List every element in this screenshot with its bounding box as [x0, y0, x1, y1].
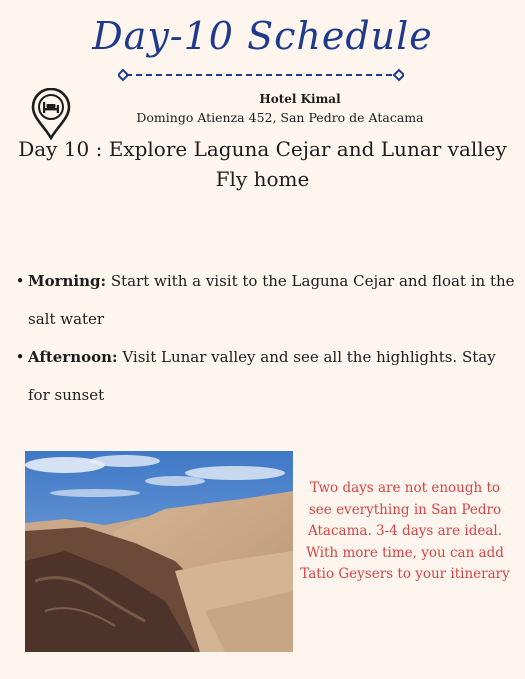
bullet-icon: •	[15, 348, 25, 366]
list-item-body: Visit Lunar valley and see all the highlights. Stay for sunset	[28, 348, 496, 404]
tip-note: Two days are not enough to see everything in San Pedro Atacama. 3-4 days are ideal. With more time, you can add Tatio Geysers to your itinerary	[300, 480, 510, 582]
title-divider	[118, 68, 404, 82]
page-title: Day-10 Schedule	[92, 14, 433, 58]
list-item-text	[28, 262, 517, 338]
hotel-address: Domingo Atienza 452, San Pedro de Atacama	[136, 110, 424, 125]
day-title-line-1: Day 10 : Explore Laguna Cejar and Lunar valley	[18, 137, 507, 161]
lunar-valley-photo	[25, 451, 293, 652]
bullet-icon: •	[15, 272, 25, 290]
list-item-label: Morning:	[28, 272, 107, 290]
list-item-label: Afternoon:	[28, 348, 118, 366]
list-item-text	[28, 338, 517, 414]
day-title-line-2: Fly home	[215, 167, 310, 191]
hotel-pin-icon	[30, 88, 72, 140]
hotel-name: Hotel Kimal	[259, 92, 341, 106]
schedule-list	[12, 262, 517, 414]
list-item-afternoon	[12, 338, 517, 414]
day-heading	[0, 134, 525, 194]
list-item-morning	[12, 262, 517, 338]
list-item-body: Start with a visit to the Laguna Cejar and float in the salt water	[28, 272, 515, 328]
